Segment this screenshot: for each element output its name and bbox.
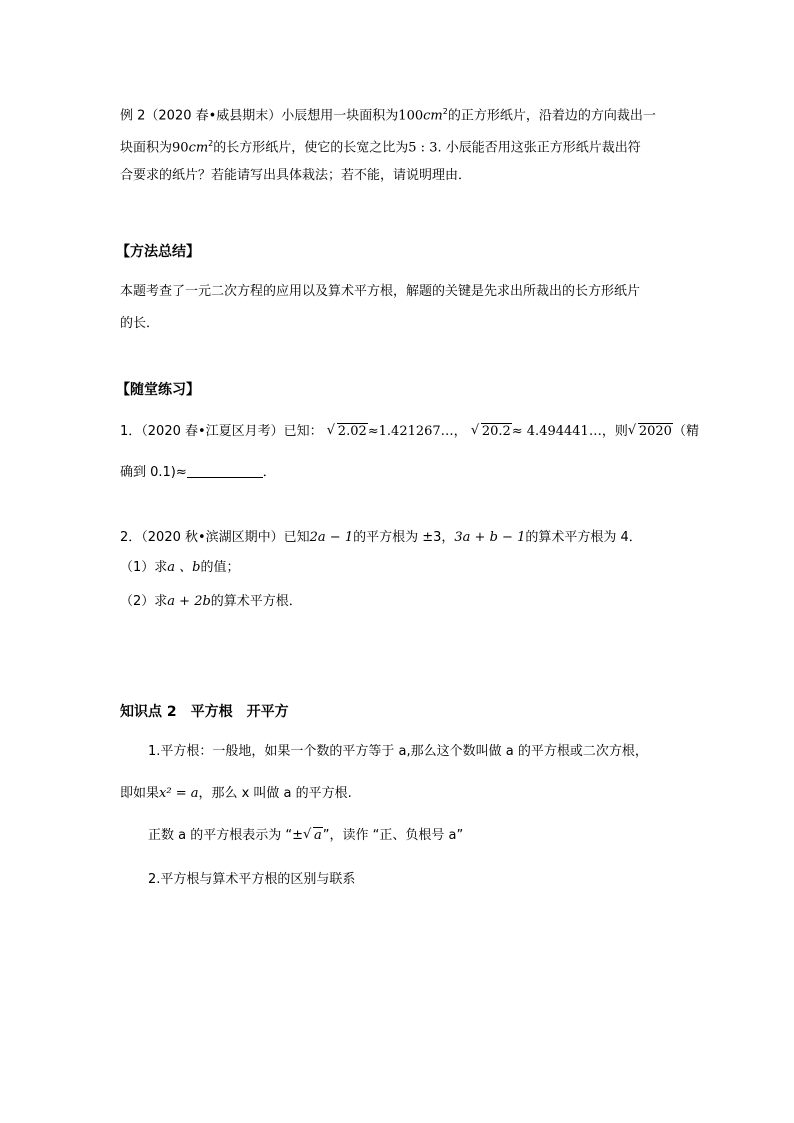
question-2-line-1 [120,530,642,546]
knowledge-paragraph-3: 2.平方根与算术平方根的区别与联系 [148,872,356,887]
sub-question-label: （2）求 [120,594,168,609]
equation: x² = a [159,786,199,801]
area-value: 100 [398,108,424,124]
approx-value: ≈ 4.494441… [511,424,602,439]
area-unit: cm [188,140,209,156]
area-value: 90 [172,140,189,156]
question-2-prefix: 2．（2020 秋•滨湖区期中）已知 [120,530,310,545]
variables: a 、b [167,560,201,575]
sub-question-label: （1）求 [120,560,168,575]
question-2-sub-2 [120,594,302,610]
sqrt-expression: √ 2020 [628,424,673,440]
question-1-text: （精 [672,424,699,439]
example-2-text: 的正方形纸片，沿着边的方向裁出一 [447,108,656,124]
example-2-line-3: 合要求的纸片？若能请写出具体栽法；若不能，请说明理由． [120,168,472,183]
knowledge-paragraph-1-line-1: 1.平方根：一般地，如果一个数的平方等于 a,那么这个数叫做 a 的平方根或二次方根， [148,744,648,759]
sub-question-text: 的算术平方根． [210,594,302,609]
knowledge-text: ”，读作 “正、负根号 a” [322,828,464,843]
knowledge-text: 正数 a 的平方根表示为 “± [148,828,303,843]
knowledge-paragraph-1-line-2 [120,786,352,802]
question-2-text: 的平方根为 ±3， [353,530,455,545]
example-2-line-1: 例 2（2020 春•威县期末）小辰想用一块面积为$100cm^2$的正方形纸片，沿着边的方向裁出一 [120,107,656,124]
knowledge-paragraph-2 [148,828,463,844]
sqrt-expression: √ a [303,828,323,844]
expression: 3a + b − 1 [454,530,526,545]
ratio-value: 5 : 3 [408,140,438,156]
method-line-2: 的长． [120,316,160,331]
knowledge-text: 即如果 [120,786,160,801]
area-unit: cm [423,108,443,124]
method-heading: 【方法总结】 [116,244,200,260]
knowledge-heading: 知识点 2 平方根 开平方 [120,704,289,720]
expression: a + 2b [167,594,211,609]
example-2-text: 块面积为 [120,140,173,156]
question-1-text: ，则 [601,424,628,439]
question-1-line-2 [120,464,276,481]
question-2-sub-1 [120,560,240,576]
question-1-prefix: 1．（2020 春•江夏区月考）已知： [120,424,323,439]
example-2-text: 例 2（2020 春•威县期末）小辰想用一块面积为 [120,108,399,124]
practice-heading: 【随堂练习】 [116,382,200,398]
sqrt-expression: √ 20.2 [471,424,512,440]
sqrt-expression: √ 2.02 [327,424,368,440]
question-1-line-1: 1．（2020 春•江夏区月考）已知： √ 2.02≈1.421267…， √ 20.2≈ 4.494441…，则√ 2020（精 [120,424,699,440]
question-1-text: 确到 0.1)≈ [120,465,187,480]
method-line-1: 本题考查了一元二次方程的应用以及算术平方根，解题的关键是先求出所裁出的长方形纸片 [120,284,641,299]
sub-question-text: 的值； [200,560,240,575]
answer-blank[interactable] [187,464,263,478]
question-2-text: 的算术平方根为 4． [525,530,642,545]
knowledge-text: ，那么 x 叫做 a 的平方根. [198,786,352,801]
expression: 2a − 1 [309,530,354,545]
example-2-text: . 小辰能否用这张正方形纸片裁出符 [437,140,641,156]
question-1-text: ． [262,465,276,480]
approx-value: ≈1.421267… [367,424,454,439]
example-2-text: 的长方形纸片，使它的长宽之比为 [213,140,409,156]
example-2-line-2: 块面积为$90cm^2$的长方形纸片，使它的长宽之比为5 : 3. 小辰能否用这张正方形纸片裁出符 [120,139,641,156]
